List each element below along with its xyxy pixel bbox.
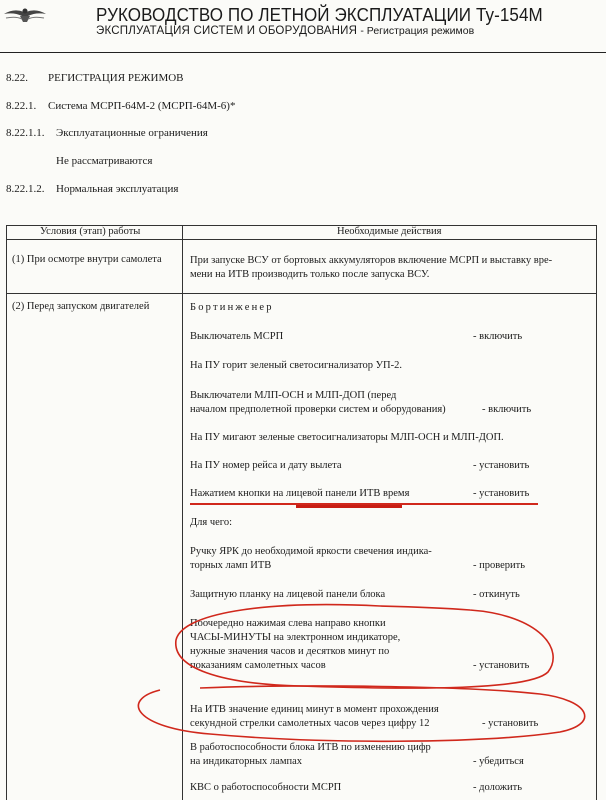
action-text: При запуске ВСУ от бортовых аккумуляторов включение МСРП и выставку вре- <box>190 255 553 266</box>
action-text: На ИТВ значение единиц минут в момент прохождения <box>190 704 439 715</box>
action-text: Ручку ЯРК до необходимой яркости свечения индика- <box>190 546 432 557</box>
action-verb: - установить <box>473 488 530 499</box>
section-number: 8.22. <box>6 72 28 84</box>
action-verb: - установить <box>482 718 539 729</box>
table-left-border <box>6 225 7 800</box>
action-text: Защитную планку на лицевой панели блока <box>190 589 386 600</box>
table-row-divider <box>6 293 596 294</box>
action-text: Для чего: <box>190 517 233 528</box>
section-note-text: Не рассматриваются <box>56 155 153 167</box>
condition-cell: (1) При осмотре внутри самолета <box>12 254 162 265</box>
action-text: КВС о работоспособности МСРП <box>190 782 342 793</box>
table-header-actions: Необходимые действия <box>337 226 442 237</box>
action-text: На ПУ номер рейса и дату вылета <box>190 460 342 471</box>
action-row <box>190 516 540 530</box>
table-right-border <box>596 225 597 800</box>
document-header <box>0 0 606 54</box>
action-verb: - установить <box>473 460 530 471</box>
action-text: нужные значения часов и десятков минут по <box>190 646 390 657</box>
section-8-22-1 <box>6 100 236 112</box>
action-text: В работоспособности блока ИТВ по изменению цифр <box>190 742 431 753</box>
action-row <box>190 389 540 417</box>
action-text: Выключатели МЛП-ОСН и МЛП-ДОП (перед <box>190 390 397 401</box>
section-heading: РЕГИСТРАЦИЯ РЕЖИМОВ <box>48 72 184 84</box>
action-verb: - убедиться <box>473 756 524 767</box>
action-row <box>190 545 540 573</box>
action-row <box>190 617 540 673</box>
red-underline-emphasis <box>296 505 402 508</box>
action-row <box>190 301 540 315</box>
action-text: мени на ИТВ производить только после запуска ВСУ. <box>190 269 430 280</box>
section-8-22 <box>6 72 184 84</box>
table-header-border <box>6 239 596 240</box>
action-row <box>190 781 540 795</box>
action-text: Нажатием кнопки на лицевой панели ИТВ время <box>190 488 410 499</box>
table-column-divider <box>182 225 183 800</box>
action-text: ЧАСЫ-МИНУТЫ на электронном индикаторе, <box>190 632 401 643</box>
action-verb: - проверить <box>473 560 526 571</box>
action-verb: - установить <box>473 660 530 671</box>
action-text: секундной стрелки самолетных часов через цифру 12 <box>190 718 430 729</box>
action-row <box>190 254 590 282</box>
manual-subtitle <box>96 25 474 37</box>
aeroflot-winged-emblem-icon <box>2 2 48 32</box>
section-8-22-1-2 <box>6 183 179 195</box>
action-verb: - откинуть <box>473 589 520 600</box>
action-text: Выключатель МСРП <box>190 331 284 342</box>
action-row <box>190 588 540 602</box>
section-note <box>56 155 152 167</box>
header-rule <box>0 52 606 53</box>
action-text: на индикаторных лампах <box>190 756 303 767</box>
section-number: 8.22.1. <box>6 100 37 112</box>
action-verb: - включить <box>482 404 532 415</box>
section-8-22-1-1 <box>6 127 208 139</box>
action-verb: - доложить <box>473 782 523 793</box>
action-row <box>190 703 540 731</box>
action-verb: - включить <box>473 331 523 342</box>
subtitle-main: ЭКСПЛУАТАЦИЯ СИСТЕМ И ОБОРУДОВАНИЯ <box>96 25 358 37</box>
section-heading: Нормальная эксплуатация <box>56 183 179 195</box>
action-row <box>190 330 540 344</box>
action-text: торных ламп ИТВ <box>190 560 272 571</box>
action-text: На ПУ горит зеленый светосигнализатор УП-2. <box>190 360 403 371</box>
action-row <box>190 741 540 769</box>
condition-cell: (2) Перед запуском двигателей <box>12 301 150 312</box>
section-number: 8.22.1.2. <box>6 183 45 195</box>
manual-title: РУКОВОДСТВО ПО ЛЕТНОЙ ЭКСПЛУАТАЦИИ Ту-154М <box>96 4 543 25</box>
action-row <box>190 431 540 445</box>
table-header-conditions: Условия (этап) работы <box>40 226 141 237</box>
action-row <box>190 359 540 373</box>
section-heading: Система МСРП-64М-2 (МСРП-64М-6)* <box>48 100 236 112</box>
action-text: показаниям самолетных часов <box>190 660 326 671</box>
section-heading: Эксплуатационные ограничения <box>56 127 208 139</box>
subtitle-section: - Регистрация режимов <box>360 25 475 37</box>
action-row <box>190 487 540 501</box>
action-row <box>190 459 540 473</box>
action-text: На ПУ мигают зеленые светосигнализаторы МЛП-ОСН и МЛП-ДОП. <box>190 432 504 443</box>
action-text: Поочередно нажимая слева направо кнопки <box>190 618 386 629</box>
section-number: 8.22.1.1. <box>6 127 45 139</box>
role-heading: Бортинженер <box>190 302 274 313</box>
action-text: началом предполетной проверки систем и оборудования) <box>190 404 446 415</box>
